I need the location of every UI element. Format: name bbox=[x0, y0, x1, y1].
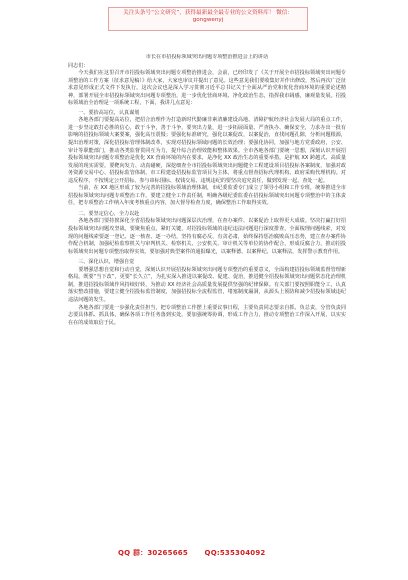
footer-qq-group: QQ 群：30265665 bbox=[118, 549, 188, 557]
salutation: 同志们： bbox=[68, 62, 89, 69]
section1-paragraph: 各地各部门要提高站位，把招合治理作为打造新时代勤廉非素清廉建设高地、清障护航经济社会发展大局的重点工作，进一步坚定敢打必胜的信心，敢于斗争，善于斗争，要突出力量，进一步拓展面量、严查执办、确保安全，力求办出一批有影响的招投标领域大案要案，强化高压震慑；要强化标准研究，强化以案促改，以案促治，直找问题孔隙，分析问题根源，提出治理对策，深化招投标管理体制改革，实现对招投标领域问题的长效治理；要强化协同，加强与地方党委政府，公安、审计等职能部门，推动各类监督贯同互为力，提升综合治理效能和整体效果。全市各地各部门要统一思想，深刻认识开展招投标领域突出问题专项整治是优化 XX 营商环境的内在要求，是净化 XX 政治生态的重要举措，是护航 XX 跨越式、高质量发展的现实需要。要靶向发力、动真碰硬，深挖细查全市招投标领域突出问题健全工程建设项目招投标各案制度，加强对政务资源交易中心、招投标监管体制、市工程建设招投标监管项目为主体，将重点督查招标代理机构、政府采购代理机构。对违反程序、不按规定公开招标、参与串标围标、权钱交易、违规违纪的要坚决追究责任，做到发现一起、查处一起。 bbox=[68, 117, 346, 184]
section-heading-1: 一、要抬高站位，认真谋划 bbox=[78, 109, 140, 116]
document-body bbox=[68, 54, 346, 538]
section-heading-2: 二、要坚定信心，全力以赴 bbox=[78, 210, 140, 217]
intro-paragraph: 今天我们在这里召开市招投标领域突出问题专项整治推进会，会前，已经印发了《关于开展全市招投标领域突出问题专项整治的工作方案（征求意见稿）》给大家，大家也审议并提出了意见。这些意见我们要收集好并作出修改，然后再次广泛征求意见形成正式文件下发执行。这次会议也是深入学习贯彻习近平总书记关于全面从严治党和优化营商环境的重要论述精神，部署开展全市招投标领域突出问题专项整治，进一步优化营商环境、净化政治生态，指挥我市阔感，廉观量发展。招投标领域治全治理是一项系统工程，下面，我讲几点意见： bbox=[68, 70, 346, 107]
header-banner bbox=[108, 7, 308, 31]
section2-paragraph: 各地各部门要持挨深化全省招投标领域突出问题深层次治理，在查办案件、以案促治上取得更大成绩。坚决打赢打好招投标领域突出问题攻坚战，要聚焦重点，紧盯关键，对招投标领域的违纪违法问题进行深度排查，全面梳理问题线索，对发现的问题线索要逐一登记、逐一核查、逐一办结，坚持有腐必反、有贪必肃，始终保持惩治腐败高压态势，建立查办案件协作配合机制，加强纪检监察机关与审判机关、检察机关、公安机关、审计机关等单位的协作配合，形成反腐合力，推动招投标领域突出问题专项整治取得实效。要加强对典型案件的通报曝光，以案释德、以案释纪、以案释法，发挥警示教育作用。 bbox=[68, 218, 346, 255]
footer-qq: QQ:535304092 bbox=[204, 549, 266, 557]
footer-contact bbox=[118, 548, 308, 560]
section3-paragraph: 要增强思想自觉和行动自觉，深刻认识开展招投标领域突出问题专项整治的重要意义，全面构建招投标领域监督管理新格局。既要“当下改”，更要“长久立”，为扎实深入推进以案促改、促建、促治，推进健全招投标领域突出问题常态化治理机制，推进招投标领域作风持续好转，为推动 XX 经济社会高质量发展提供坚强的纪律保障。有关部门要按照职能分工，认真落实整改措施，要建立健全招投标监管制度，加强招投标全流程监管，堵塞制度漏洞，从源头上预防和减少招投标领域违纪违法问题的发生。 bbox=[68, 266, 346, 303]
document-title: 市长在市招投标领域突出问题专项整治推进会上的讲话 bbox=[145, 54, 269, 60]
section-heading-3: 三、深化认识，增强自觉 bbox=[78, 259, 135, 266]
banner-text: 关注头条号“公文研究”，获得最新最全最专业的公文资料库！ 微信：gongwenyj bbox=[123, 10, 293, 23]
section3-paragraph: 各地各部门要进一步强化责任担当，把专项整治工作摆上重要议事日程，主要负责同志要亲自抓、负总责，分管负责同志要具体抓、抓具体，确保各项工作任务落到实处。要加强统筹协调，形成工作合力，推动专项整治工作深入开展，以实实在在的成效取信于民。 bbox=[68, 304, 346, 326]
section1-paragraph: 当前，在 XX 地区形成了较为完善的招投标领域治理体制，市纪委监委专门成立了领导小组和工作专班，统筹推进全市招投标领域突出问题专项整治工作。要建立健全工作责任制，明确各级纪委监委在招投标领域突出问题专项整治中的主体责任，把专项整治工作纳入年度考核重点内容，加大督导检查力度，确保整治工作取得实效。 bbox=[68, 185, 346, 207]
